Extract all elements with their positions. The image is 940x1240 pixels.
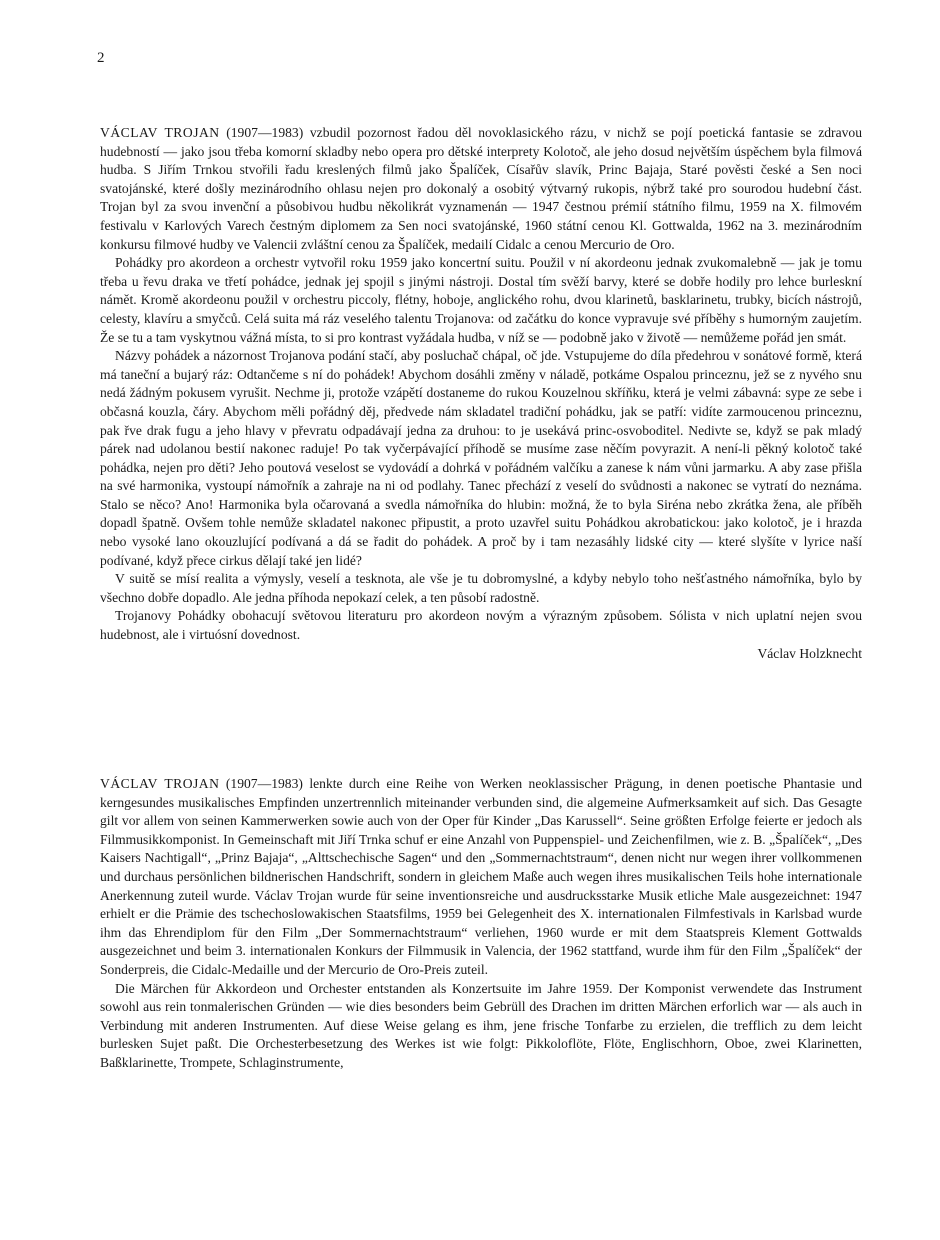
czech-author-name: VÁCLAV TROJAN bbox=[100, 125, 220, 140]
german-paragraph-1-text: (1907—1983) lenkte durch eine Reihe von Werken neoklassischer Prägung, in denen poetische Phantasie und kerngesundes musikalisches Empfinden unzertrennlich miteinander verbunden sind, die algemeine Aufmerksamkeit auf sich. Das Gesagte gilt vor allem von seinen Kammerwerken sowie auch von der Oper für Kinder „Das Karussell“. Seine größten Erfolge feierte er jedoch als Filmmusikkomponist. In Gemeinschaft mit Jiří Trnka schuf er eine Anzahl von Puppenspiel- und Zeichenfilmen, wie z. B. „Špalíček“, „Des Kaisers Nachtigall“, „Prinz Bajaja“, „Alttschechische Sagen“ und den „Sommernachtstraum“, denen nicht nur wegen ihrer vollkommenen und durchaus persönlichen bildnerischen Handschrift, sondern in gleichem Maße auch wegen ihres musikalischen Teils hohe internationale Anerkennung zuteil wurde. Václav Trojan wurde für seine inventionsreiche und ausdrucksstarke Musik etliche Male ausgezeichnet: 1947 erhielt er die Prämie des tschechoslowakischen Staatsfilms, 1959 bei Gelegenheit des X. internationalen Filmfestivals in Karlsbad wurde ihm das Ehrendiplom für den Film „Der Sommernachtstraum“ verliehen, 1960 wurde er mit dem Staatspreis Klement Gottwalds ausgezeichnet und beim 3. internationalen Konkurs der Filmmusik in Valencia, der 1962 stattfand, wurde ihm für den Film „Špalíček“ der Sonderpreis, die Cidalc-Medaille und der Mercurio de Oro-Preis zuteil. bbox=[100, 776, 863, 977]
czech-paragraph-5: Trojanovy Pohádky obohacují světovou literaturu pro akordeon novým a výrazným způsobem. Sólista v nich uplatní nejen svou hudebnost, ale i virtuósní dovednost. bbox=[100, 608, 862, 643]
czech-signature: Václav Holzknecht bbox=[757, 645, 862, 661]
czech-text-section bbox=[100, 124, 862, 663]
czech-paragraph-3: Názvy pohádek a názornost Trojanova podání stačí, aby posluchač chápal, oč jde. Vstupujeme do díla předehrou v sonátové formě, která má taneční a bujarý ráz: Odtančeme s ní do pohádek! Abychom dosáhli změny v náladě, potkáme Ospalou princeznu, jež se z nyvého snu nedá žádným pokusem vyrušit. Nechme ji, protože vzápětí dostaneme do rukou Kouzelnou skříňku, která je velmi zábavná: sype ze sebe i občasná kouzla, čáry. Abychom měli pořádný děj, předvede nám skladatel tradiční pohádku, jak se patří: vidíte zarmoucenou princeznu, pak řve drak fugu a jeho hlavy v převratu odpadávají jedna za druhou: to je usekává princ-osvoboditel. Nedivte se, když se pak mladý párek nad udolanou bestií nakonec raduje! Po tak vyčerpávající příhodě se musíme zase něčím povyrazit. A není-li pěkný kolotoč také pohádka, nejen pro děti? Jeho poutová veselost se vydovádí a dohrká v pořádném valčíku a zanese k nám vůni jarmarku. A aby zase přišla na své harmonika, vystoupí námořník a zahraje na ni od podlahy. Tanec přechází z veselí do svůdnosti a nakonec se vytratí do neznáma. Stalo se něco? Ano! Harmonika byla očarovaná a svedla námořníka do hlubin: možná, že to byla Siréna nebo zkrátka žena, ale příběh dopadl špatně. Ovšem tohle nemůže skladatel nakonec připustit, a proto uzavřel suitu Pohádkou akrobatickou: jako kolotoč, je i hrazda nebo vysoké lano okouzlující podívaná a dá se řadit do pohádek. A proč by i tam nezasáhly lidské city — které slyšíte v lyrice naší podívané, když přece cirkus dělají také jen lidé? bbox=[100, 348, 862, 568]
german-paragraph-2: Die Märchen für Akkordeon und Orchester entstanden als Konzertsuite im Jahre 1959. Der Komponist verwendete das Instrument sowohl aus rein tonmalerischen Gründen — wie dies besonders beim Gebrüll des Drachen im dritten Märchen erforlich war — als auch in Verbindung mit anderen Instrumenten. Auf diese Weise gelang es ihm, jene frische Tonfarbe zu erzielen, die trefflich zu dem leicht burlesken Sujet paßt. Die Orchesterbesetzung des Werkes ist wie folgt: Pikkoloflöte, Flöte, Englischhorn, Oboe, zwei Klarinetten, Baßklarinette, Trompete, Schlaginstrumente, bbox=[100, 980, 862, 1070]
czech-paragraph-4: V suitě se mísí realita a výmysly, veselí a tesknota, ale vše je tu dobromyslné, a kdyby nebylo toho nešťastného námořníka, bylo by všechno dobře dopadlo. Ale jedna příhoda nepokazí celek, a ten působí radostně. bbox=[100, 571, 862, 605]
czech-paragraph-1 bbox=[100, 124, 862, 254]
czech-paragraph-1-text: (1907—1983) vzbudil pozornost řadou děl novoklasického rázu, v nichž se pojí poetická fantasie se zdravou hudebností — jako jsou třeba komorní skladby nebo opera pro dětské interprety Kolotoč, ale jeho dosud největším úspěchem byla filmová hudba. S Jiřím Trnkou stvořili řadu kreslených filmů jako Špalíček, Císařův slavík, Princ Bajaja, Staré pověsti české a Sen noci svatojánské, které došly mezinárodního ohlasu nejen pro dokonalý a osobitý výtvarný rukopis, nýbrž také pro sourodou hudební část. Trojan byl za svou invenční a působivou hudbu několikrát vyznamenán — 1947 čestnou prémií státního filmu, 1959 na X. filmovém festivalu v Karlových Varech čestným diplomem za Sen noci svatojánské, 1960 státní cenou Kl. Gottwalda, 1962 na 3. mezinárodním konkursu filmové hudby ve Valencii zvláštní cenou za Špalíček, medailí Cidalc a cenou Mercurio de Oro. bbox=[100, 125, 862, 252]
page-number: 2 bbox=[97, 50, 105, 66]
czech-paragraph-2: Pohádky pro akordeon a orchestr vytvořil roku 1959 jako koncertní suitu. Použil v ní akordeonu jednak zvukomalebně — jak je tomu třeba u řevu draka ve třetí pohádce, jednak jej spojil s jinými nástroji. Dostal tím svěží barvy, které se dobře hodily pro lehce burleskní námět. Kromě akordeonu použil v orchestru piccoly, flétny, hoboje, anglického rohu, dvou klarinetů, basklarinetu, trubky, bicích nástrojů, celesty, klavíru a smyčců. Celá suita má ráz veselého talentu Trojanova: od začátku do konce vypravuje své příběhy s humorným zaujetím. Že se tu a tam vyskytnou vážná místa, to si pro kontrast vyžádala hudba, v níž se — podobně jako v životě — nemůžeme pořád jen smát. bbox=[100, 255, 862, 345]
german-text-section bbox=[100, 775, 862, 1073]
german-paragraph-1 bbox=[100, 775, 862, 980]
german-author-name: VÁCLAV TROJAN bbox=[100, 776, 220, 791]
